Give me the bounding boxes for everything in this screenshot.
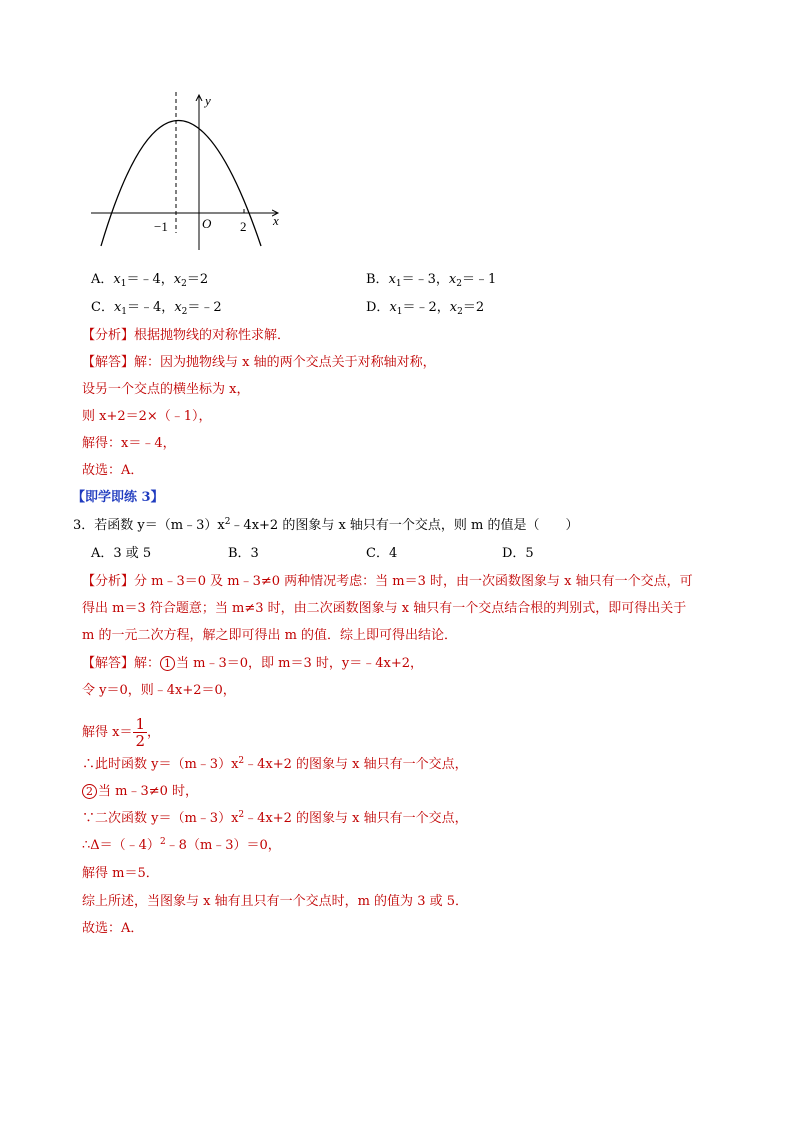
superscript: 2 bbox=[238, 756, 245, 766]
solution-text: ﹣4x+2 的图象与 x 轴只有一个交点， bbox=[244, 811, 468, 826]
y-axis-label: y bbox=[205, 93, 211, 108]
origin-label: O bbox=[202, 216, 212, 231]
q3-answer-line-3 bbox=[82, 716, 160, 749]
stem-text: ﹣4x+2 的图象与 x 轴只有一个交点，则 m 的值是（ ） bbox=[230, 518, 579, 533]
answer-tag: 【解答】 bbox=[82, 355, 135, 370]
parabola-graph bbox=[88, 88, 288, 253]
solution-text: ， bbox=[147, 725, 161, 740]
q3-option-d: D．5 bbox=[502, 546, 534, 561]
q3-analysis-line-2: 得出 m＝3 符合题意；当 m≠3 时，由二次函数图象与 x 轴只有一个交点结合根的判别式，即可得出关于 bbox=[82, 601, 687, 616]
stem-text: 3．若函数 y＝（m﹣3）x bbox=[73, 518, 225, 533]
fraction bbox=[133, 716, 147, 749]
subscript: 2 bbox=[457, 307, 463, 317]
q2-answer-line-4: 解得：x＝﹣4， bbox=[82, 436, 176, 451]
option-value: ＝﹣4， bbox=[126, 272, 174, 287]
var-x: x bbox=[174, 300, 182, 315]
solution-text: 当 m﹣3≠0 时， bbox=[98, 784, 199, 799]
q3-answer-line-5 bbox=[82, 784, 198, 800]
var-x: x bbox=[173, 272, 182, 287]
option-value: ＝﹣1 bbox=[462, 272, 497, 287]
q3-answer-line-6 bbox=[82, 811, 468, 827]
var-x: x bbox=[389, 300, 397, 315]
circled-number-1: 1 bbox=[160, 656, 175, 671]
option-value: ＝﹣2， bbox=[402, 300, 450, 315]
option-prefix: D． bbox=[366, 300, 390, 315]
q3-answer-line-7 bbox=[82, 838, 281, 854]
q3-answer-line-1 bbox=[82, 656, 423, 672]
subscript: 2 bbox=[456, 279, 462, 289]
superscript: 2 bbox=[224, 517, 231, 527]
superscript: 2 bbox=[238, 810, 245, 820]
q2-analysis bbox=[82, 328, 290, 344]
subscript: 1 bbox=[395, 279, 402, 289]
section-title: 【即学即练 3】 bbox=[72, 490, 164, 505]
analysis-tag: 【分析】 bbox=[82, 574, 135, 589]
subscript: 2 bbox=[181, 279, 187, 289]
option-value: ＝﹣2 bbox=[187, 300, 222, 315]
neg-one-label: −1 bbox=[154, 219, 168, 234]
circled-number-2: 2 bbox=[82, 784, 97, 799]
q3-stem bbox=[73, 518, 579, 534]
option-value: ＝﹣4， bbox=[127, 300, 175, 315]
var-x: x bbox=[388, 272, 396, 287]
q3-answer-line-4 bbox=[82, 757, 468, 773]
subscript: 1 bbox=[396, 307, 403, 317]
q3-option-a: A．3 或 5 bbox=[91, 546, 152, 561]
solution-text: 解得 x＝ bbox=[82, 725, 133, 740]
option-prefix: A． bbox=[91, 272, 114, 287]
solution-text: ∴Δ＝（﹣4） bbox=[82, 838, 160, 853]
option-value: ＝2 bbox=[186, 272, 209, 287]
q2-answer-line-2: 设另一个交点的横坐标为 x， bbox=[82, 382, 250, 397]
analysis-text: 分 m﹣3＝0 及 m﹣3≠0 两种情况考虑：当 m＝3 时，由一次函数图象与 x 轴只有一个交点，可 bbox=[134, 574, 693, 589]
var-x: x bbox=[449, 300, 458, 315]
fraction-numerator: 1 bbox=[135, 715, 146, 733]
option-value: ＝2 bbox=[462, 300, 485, 315]
q2-answer-line-3: 则 x+2＝2×（﹣1）， bbox=[82, 409, 212, 424]
solution-text: ∴此时函数 y＝（m﹣3）x bbox=[82, 757, 239, 772]
answer-tag: 【解答】 bbox=[82, 656, 135, 671]
superscript: 2 bbox=[159, 837, 166, 847]
q3-analysis-line-3: m 的一元二次方程，解之即可得出 m 的值．综上即可得出结论． bbox=[82, 628, 458, 643]
analysis-tag: 【分析】 bbox=[82, 328, 135, 343]
option-prefix: B． bbox=[366, 272, 389, 287]
fraction-denominator: 2 bbox=[135, 732, 146, 750]
solution-text: ﹣8（m﹣3）＝0， bbox=[165, 838, 281, 853]
q2-answer-line-1 bbox=[82, 355, 436, 371]
q2-option-c bbox=[91, 300, 222, 316]
solution-text: ∵二次函数 y＝（m﹣3）x bbox=[82, 811, 239, 826]
q3-answer-line-2: 令 y＝0，则﹣4x+2＝0， bbox=[82, 683, 236, 698]
q2-answer-line-5: 故选：A． bbox=[82, 463, 144, 478]
solution-text: 解：因为抛物线与 x 轴的两个交点关于对称轴对称， bbox=[134, 355, 436, 370]
q3-option-b: B．3 bbox=[228, 546, 259, 561]
q2-option-b bbox=[366, 272, 496, 288]
q3-answer-line-8: 解得 m＝5． bbox=[82, 866, 159, 881]
q3-answer-line-9: 综上所述，当图象与 x 轴有且只有一个交点时，m 的值为 3 或 5． bbox=[82, 894, 468, 909]
analysis-text: 根据抛物线的对称性求解． bbox=[134, 328, 291, 343]
var-x: x bbox=[448, 272, 457, 287]
solution-text: 当 m﹣3＝0，即 m＝3 时，y＝﹣4x+2， bbox=[176, 656, 424, 671]
q2-option-d bbox=[366, 300, 484, 316]
subscript: 1 bbox=[121, 307, 128, 317]
option-value: ＝﹣3， bbox=[401, 272, 449, 287]
solution-text: ﹣4x+2 的图象与 x 轴只有一个交点， bbox=[244, 757, 468, 772]
q2-option-a bbox=[91, 272, 208, 288]
subscript: 1 bbox=[120, 279, 127, 289]
var-x: x bbox=[113, 272, 121, 287]
parabola-curve bbox=[101, 121, 261, 247]
q3-option-c: C．4 bbox=[366, 546, 398, 561]
subscript: 2 bbox=[181, 307, 188, 317]
x-axis-label: x bbox=[273, 213, 279, 228]
q3-analysis-line-1 bbox=[82, 574, 693, 590]
solution-text: 解： bbox=[134, 656, 161, 671]
option-prefix: C． bbox=[91, 300, 114, 315]
q3-answer-line-10: 故选：A． bbox=[82, 921, 144, 936]
var-x: x bbox=[113, 300, 122, 315]
two-label: 2 bbox=[240, 219, 247, 234]
